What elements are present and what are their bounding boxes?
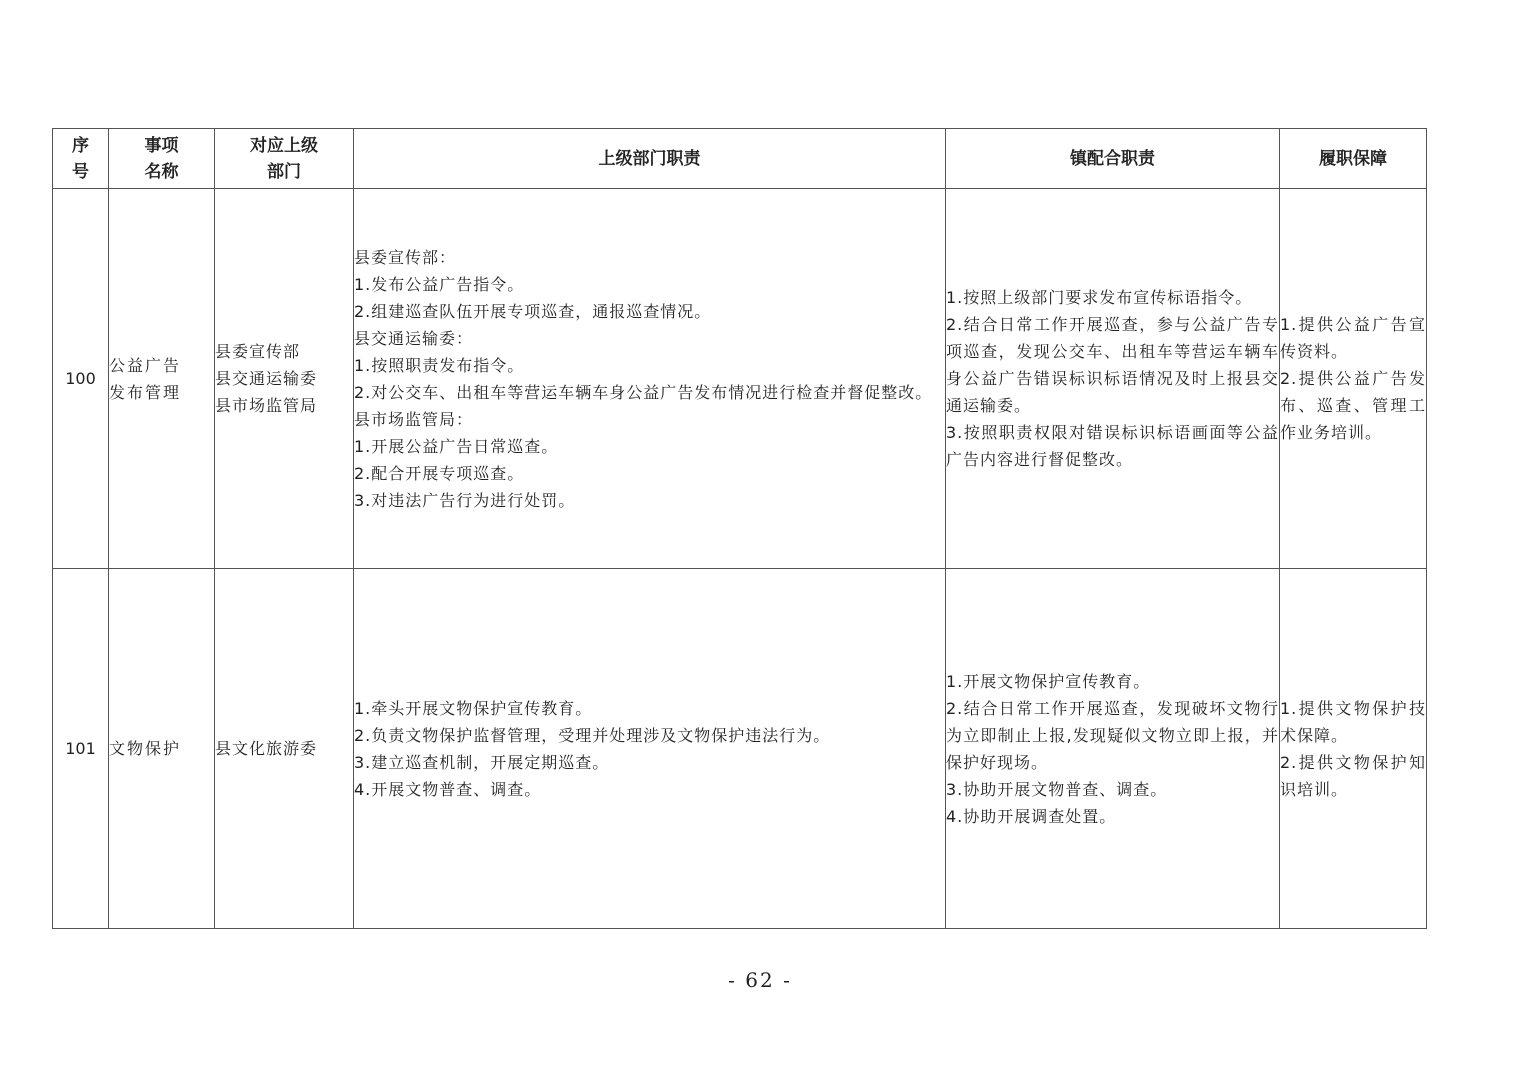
table-row bbox=[53, 569, 1427, 929]
header-town-duty: 镇配合职责 bbox=[946, 129, 1280, 189]
row-town-duty bbox=[946, 189, 1280, 569]
row-index: 101 bbox=[53, 569, 109, 929]
header-guarantee: 履职保障 bbox=[1280, 129, 1427, 189]
duty-line: 2.提供文物保护知识培训。 bbox=[1280, 752, 1426, 799]
duty-line: 2.提供公益广告发布、巡查、管理工作业务培训。 bbox=[1280, 369, 1426, 442]
duty-line: 2.负责文物保护监督管理，受理并处理涉及文物保护违法行为。 bbox=[354, 725, 831, 745]
duty-line: 县市场监管局： bbox=[354, 409, 474, 429]
duty-line: 3.对违法广告行为进行处罚。 bbox=[354, 490, 576, 510]
duty-line: 4.协助开展调查处置。 bbox=[946, 806, 1117, 826]
duty-line: 2.组建巡查队伍开展专项巡查，通报巡查情况。 bbox=[354, 301, 712, 321]
row-guarantee bbox=[1280, 189, 1427, 569]
row-superior-duty bbox=[354, 569, 946, 929]
duty-line: 4.开展文物普查、调查。 bbox=[354, 779, 542, 799]
duty-line: 2.配合开展专项巡查。 bbox=[354, 463, 525, 483]
duty-line: 1.牵头开展文物保护宣传教育。 bbox=[354, 698, 593, 718]
row-item-name: 文物保护 bbox=[109, 569, 215, 929]
duty-line: 1.提供文物保护技术保障。 bbox=[1280, 698, 1426, 745]
duty-line: 2.结合日常工作开展巡查，发现破坏文物行为立即制止上报,发现疑似文物立即上报，并保护好现场。 bbox=[946, 698, 1279, 772]
header-superior-duty: 上级部门职责 bbox=[354, 129, 946, 189]
row-index: 100 bbox=[53, 189, 109, 569]
table-row bbox=[53, 189, 1427, 569]
duty-table bbox=[52, 128, 1427, 929]
duty-line: 1.发布公益广告指令。 bbox=[354, 274, 525, 294]
duty-line: 1.按照职责发布指令。 bbox=[354, 355, 525, 375]
row-superior-dept: 县委宣传部 县交通运输委 县市场监管局 bbox=[215, 189, 354, 569]
duty-line: 3.建立巡查机制，开展定期巡查。 bbox=[354, 752, 610, 772]
duty-line: 1.提供公益广告宣传资料。 bbox=[1280, 315, 1426, 361]
duty-line: 1.按照上级部门要求发布宣传标语指令。 bbox=[946, 288, 1253, 307]
table-header-row bbox=[53, 129, 1427, 189]
header-superior-dept: 对应上级 部门 bbox=[215, 129, 354, 189]
duty-line: 县交通运输委： bbox=[354, 328, 474, 348]
duty-line: 县委宣传部： bbox=[354, 247, 457, 267]
header-index: 序 号 bbox=[53, 129, 109, 189]
header-item-name: 事项 名称 bbox=[109, 129, 215, 189]
duty-line: 1.开展公益广告日常巡查。 bbox=[354, 436, 559, 456]
row-guarantee bbox=[1280, 569, 1427, 929]
duty-line: 2.对公交车、出租车等营运车辆车身公益广告发布情况进行检查并督促整改。 bbox=[354, 382, 933, 402]
row-superior-dept: 县文化旅游委 bbox=[215, 569, 354, 929]
row-superior-duty bbox=[354, 189, 946, 569]
row-town-duty bbox=[946, 569, 1280, 929]
row-item-name: 公益广告 发布管理 bbox=[109, 189, 215, 569]
duty-line: 3.按照职责权限对错误标识标语画面等公益广告内容进行督促整改。 bbox=[946, 423, 1279, 469]
page-number: - 62 - bbox=[728, 968, 792, 992]
duty-line: 2.结合日常工作开展巡查，参与公益广告专项巡查，发现公交车、出租车等营运车辆车身公益广告错误标识标语情况及时上报县交通运输委。 bbox=[946, 315, 1279, 415]
duty-line: 1.开展文物保护宣传教育。 bbox=[946, 671, 1151, 691]
duty-line: 3.协助开展文物普查、调查。 bbox=[946, 779, 1168, 799]
